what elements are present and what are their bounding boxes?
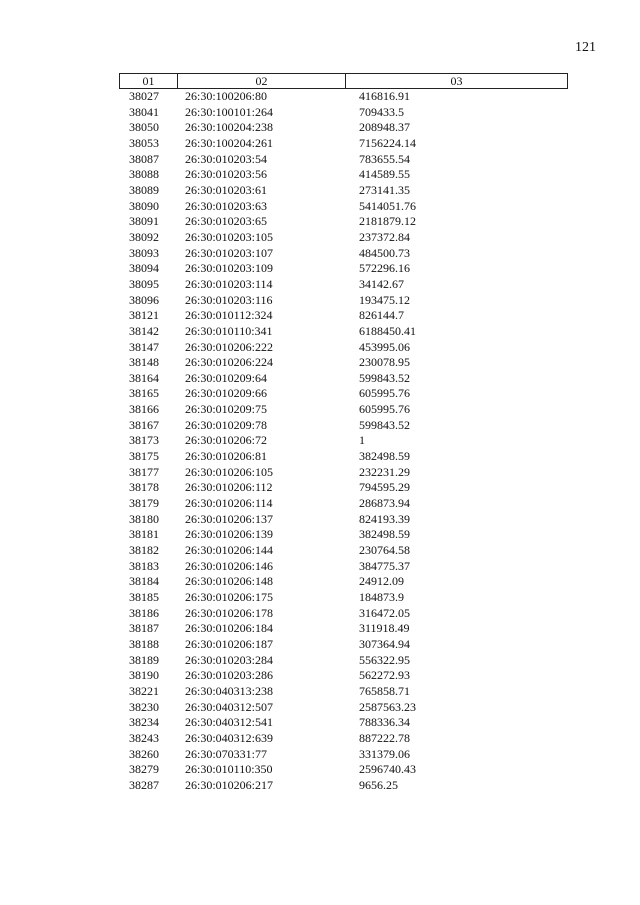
table-row bbox=[119, 496, 568, 512]
table-cell-3: 605995.76 bbox=[359, 402, 410, 417]
table-row bbox=[119, 199, 568, 215]
table-cell-1: 38188 bbox=[129, 636, 159, 651]
table-row bbox=[119, 261, 568, 277]
table-cell-1: 38173 bbox=[129, 433, 159, 448]
table-cell-3: 193475.12 bbox=[359, 292, 410, 307]
table-row bbox=[119, 512, 568, 528]
table-cell-1: 38095 bbox=[129, 276, 159, 291]
table-cell-1: 38165 bbox=[129, 386, 159, 401]
table-row bbox=[119, 402, 568, 418]
table-cell-3: 794595.29 bbox=[359, 480, 410, 495]
table-cell-1: 38186 bbox=[129, 605, 159, 620]
table-cell-1: 38175 bbox=[129, 449, 159, 464]
table-cell-2: 26:30:010206:178 bbox=[185, 605, 274, 620]
table-cell-2: 26:30:010206:217 bbox=[185, 777, 274, 792]
table-row bbox=[119, 715, 568, 731]
table-cell-2: 26:30:040312:541 bbox=[185, 715, 274, 730]
table-row bbox=[119, 355, 568, 371]
table-row bbox=[119, 152, 568, 168]
table-cell-3: 484500.73 bbox=[359, 245, 410, 260]
table-cell-3: 2587563.23 bbox=[359, 699, 416, 714]
table-row bbox=[119, 89, 568, 105]
table-cell-2: 26:30:010206:114 bbox=[185, 496, 273, 511]
table-cell-1: 38178 bbox=[129, 480, 159, 495]
page-number: 121 bbox=[575, 40, 596, 55]
table-cell-3: 184873.9 bbox=[359, 590, 404, 604]
table-row bbox=[119, 543, 568, 559]
table-cell-2: 26:30:010206:187 bbox=[185, 636, 274, 651]
table-row bbox=[119, 120, 568, 136]
table-cell-2: 26:30:010206:112 bbox=[185, 480, 273, 495]
table-cell-3: 34142.67 bbox=[359, 276, 404, 291]
table-cell-2: 26:30:010110:341 bbox=[185, 323, 273, 338]
table-cell-2: 26:30:010203:114 bbox=[185, 276, 273, 291]
table-cell-3: 7156224.14 bbox=[359, 135, 416, 150]
table-cell-2: 26:30:040312:639 bbox=[185, 730, 274, 745]
table-cell-3: 453995.06 bbox=[359, 339, 410, 354]
table-row bbox=[119, 574, 568, 590]
table-row bbox=[119, 214, 568, 230]
table-cell-1: 38189 bbox=[129, 652, 159, 667]
table-row bbox=[119, 308, 568, 324]
table-row bbox=[119, 637, 568, 653]
table-cell-2: 26:30:010209:78 bbox=[185, 417, 268, 432]
table-cell-1: 38087 bbox=[129, 151, 159, 166]
table-cell-2: 26:30:010206:137 bbox=[185, 511, 274, 526]
table-cell-2: 26:30:010112:324 bbox=[185, 308, 273, 323]
table-row bbox=[119, 653, 568, 669]
table-cell-2: 26:30:010203:56 bbox=[185, 167, 268, 182]
table-cell-2: 26:30:100204:238 bbox=[185, 120, 274, 135]
table-cell-1: 38166 bbox=[129, 402, 159, 417]
table-cell-1: 38121 bbox=[129, 308, 159, 323]
table-cell-1: 38053 bbox=[129, 135, 159, 150]
table-row bbox=[119, 700, 568, 716]
table-cell-1: 38287 bbox=[129, 777, 159, 792]
data-table bbox=[119, 73, 568, 794]
table-cell-2: 26:30:010206:139 bbox=[185, 527, 274, 542]
table-cell-2: 26:30:010203:286 bbox=[185, 668, 274, 683]
table-row bbox=[119, 606, 568, 622]
table-row bbox=[119, 340, 568, 356]
table-cell-3: 382498.59 bbox=[359, 449, 410, 464]
header-cell-01: 01 bbox=[120, 74, 178, 88]
header-cell-03: 03 bbox=[450, 74, 463, 88]
table-cell-2: 26:30:040313:238 bbox=[185, 683, 274, 698]
table-cell-3: 605995.76 bbox=[359, 386, 410, 401]
table-cell-2: 26:30:010209:64 bbox=[185, 370, 268, 385]
table-row bbox=[119, 433, 568, 449]
table-cell-3: 208948.37 bbox=[359, 120, 410, 135]
table-cell-3: 416816.91 bbox=[359, 89, 410, 103]
table-cell-3: 5414051.76 bbox=[359, 198, 416, 213]
table-row bbox=[119, 371, 568, 387]
table-row bbox=[119, 747, 568, 763]
table-cell-3: 286873.94 bbox=[359, 496, 410, 511]
table-row bbox=[119, 480, 568, 496]
table-cell-3: 9656.25 bbox=[359, 777, 398, 792]
table-cell-3: 824193.39 bbox=[359, 511, 410, 526]
table-cell-2: 26:30:010110:350 bbox=[185, 762, 273, 777]
table-cell-2: 26:30:040312:507 bbox=[185, 699, 274, 714]
table-cell-2: 26:30:100204:261 bbox=[185, 135, 274, 150]
table-row bbox=[119, 386, 568, 402]
table-cell-3: 599843.52 bbox=[359, 417, 410, 432]
table-cell-2: 26:30:010203:109 bbox=[185, 261, 274, 276]
table-row bbox=[119, 731, 568, 747]
table-cell-2: 26:30:010206:144 bbox=[185, 543, 274, 558]
table-cell-2: 26:30:070331:77 bbox=[185, 746, 268, 761]
table-cell-1: 38221 bbox=[129, 683, 159, 698]
table-cell-1: 38234 bbox=[129, 715, 159, 730]
table-cell-3: 232231.29 bbox=[359, 464, 410, 479]
table-cell-3: 572296.16 bbox=[359, 261, 410, 276]
table-cell-1: 38243 bbox=[129, 730, 159, 745]
table-cell-3: 765858.71 bbox=[359, 683, 410, 698]
table-cell-3: 788336.34 bbox=[359, 715, 410, 730]
table-row bbox=[119, 559, 568, 575]
table-cell-2: 26:30:010206:72 bbox=[185, 433, 268, 448]
table-row bbox=[119, 465, 568, 481]
table-cell-3: 237372.84 bbox=[359, 229, 410, 244]
table-cell-1: 38177 bbox=[129, 464, 159, 479]
table-cell-2: 26:30:010203:61 bbox=[185, 182, 268, 197]
table-row bbox=[119, 668, 568, 684]
table-cell-1: 38148 bbox=[129, 355, 159, 370]
table-cell-3: 887222.78 bbox=[359, 730, 410, 745]
table-cell-2: 26:30:010203:107 bbox=[185, 245, 274, 260]
table-row bbox=[119, 183, 568, 199]
table-cell-2: 26:30:010209:66 bbox=[185, 386, 268, 401]
table-row bbox=[119, 778, 568, 794]
table-cell-2: 26:30:010206:224 bbox=[185, 355, 274, 370]
table-row bbox=[119, 418, 568, 434]
table-cell-3: 307364.94 bbox=[359, 636, 410, 651]
table-cell-1: 38260 bbox=[129, 746, 159, 761]
table-cell-2: 26:30:010206:222 bbox=[185, 339, 274, 354]
table-row bbox=[119, 449, 568, 465]
table-cell-1: 38027 bbox=[129, 89, 159, 103]
table-cell-1: 38050 bbox=[129, 120, 159, 135]
table-row bbox=[119, 167, 568, 183]
table-row bbox=[119, 293, 568, 309]
table-cell-3: 230078.95 bbox=[359, 355, 410, 370]
header-cell-02: 02 bbox=[178, 74, 346, 88]
table-cell-1: 38089 bbox=[129, 182, 159, 197]
table-cell-1: 38182 bbox=[129, 543, 159, 558]
table-cell-3: 273141.35 bbox=[359, 182, 410, 197]
table-cell-1: 38180 bbox=[129, 511, 159, 526]
table-cell-1: 38279 bbox=[129, 762, 159, 777]
table-cell-3: 2181879.12 bbox=[359, 214, 416, 229]
table-cell-3: 709433.5 bbox=[359, 104, 404, 119]
table-cell-3: 382498.59 bbox=[359, 527, 410, 542]
table-cell-2: 26:30:010203:54 bbox=[185, 151, 268, 166]
table-row bbox=[119, 684, 568, 700]
table-cell-1: 38185 bbox=[129, 590, 159, 604]
table-row bbox=[119, 230, 568, 246]
table-cell-2: 26:30:010206:184 bbox=[185, 621, 274, 636]
table-cell-1: 38091 bbox=[129, 214, 159, 229]
table-cell-1: 38092 bbox=[129, 229, 159, 244]
table-cell-2: 26:30:010206:146 bbox=[185, 558, 274, 573]
table-cell-3: 230764.58 bbox=[359, 543, 410, 558]
table-cell-3: 556322.95 bbox=[359, 652, 410, 667]
table-cell-3: 414589.55 bbox=[359, 167, 410, 182]
table-row bbox=[119, 105, 568, 121]
table-cell-1: 38190 bbox=[129, 668, 159, 683]
table-cell-3: 1 bbox=[359, 433, 365, 448]
table-cell-3: 562272.93 bbox=[359, 668, 410, 683]
table-row bbox=[119, 621, 568, 637]
table-cell-1: 38090 bbox=[129, 198, 159, 213]
table-cell-2: 26:30:010203:116 bbox=[185, 292, 273, 307]
table-cell-3: 599843.52 bbox=[359, 370, 410, 385]
table-header bbox=[119, 73, 568, 89]
table-cell-1: 38088 bbox=[129, 167, 159, 182]
table-cell-1: 38179 bbox=[129, 496, 159, 511]
table-cell-1: 38187 bbox=[129, 621, 159, 636]
table-cell-2: 26:30:100206:80 bbox=[185, 89, 268, 103]
table-cell-2: 26:30:010206:148 bbox=[185, 574, 274, 589]
table-row bbox=[119, 762, 568, 778]
table-cell-2: 26:30:010206:81 bbox=[185, 449, 268, 464]
table-cell-2: 26:30:010203:284 bbox=[185, 652, 274, 667]
table-cell-2: 26:30:010206:175 bbox=[185, 590, 274, 604]
table-cell-1: 38093 bbox=[129, 245, 159, 260]
table-cell-1: 38147 bbox=[129, 339, 159, 354]
table-cell-1: 38184 bbox=[129, 574, 159, 589]
table-cell-1: 38183 bbox=[129, 558, 159, 573]
table-cell-3: 24912.09 bbox=[359, 574, 404, 589]
table-cell-2: 26:30:010203:63 bbox=[185, 198, 268, 213]
table-cell-1: 38142 bbox=[129, 323, 159, 338]
table-cell-1: 38164 bbox=[129, 370, 159, 385]
table-cell-2: 26:30:100101:264 bbox=[185, 104, 274, 119]
table-cell-3: 826144.7 bbox=[359, 308, 404, 323]
table-cell-2: 26:30:010206:105 bbox=[185, 464, 274, 479]
table-row bbox=[119, 324, 568, 340]
table-cell-3: 6188450.41 bbox=[359, 323, 416, 338]
table-body bbox=[119, 89, 568, 794]
table-cell-3: 783655.54 bbox=[359, 151, 410, 166]
table-row bbox=[119, 590, 568, 606]
table-cell-3: 316472.05 bbox=[359, 605, 410, 620]
table-cell-1: 38181 bbox=[129, 527, 159, 542]
table-row bbox=[119, 136, 568, 152]
table-cell-1: 38096 bbox=[129, 292, 159, 307]
table-cell-3: 331379.06 bbox=[359, 746, 410, 761]
table-cell-1: 38094 bbox=[129, 261, 159, 276]
table-cell-3: 311918.49 bbox=[359, 621, 410, 636]
table-cell-2: 26:30:010209:75 bbox=[185, 402, 268, 417]
table-cell-2: 26:30:010203:105 bbox=[185, 229, 274, 244]
table-cell-1: 38167 bbox=[129, 417, 159, 432]
table-cell-1: 38230 bbox=[129, 699, 159, 714]
table-cell-2: 26:30:010203:65 bbox=[185, 214, 268, 229]
table-row bbox=[119, 246, 568, 262]
table-row bbox=[119, 277, 568, 293]
table-cell-1: 38041 bbox=[129, 104, 159, 119]
table-row bbox=[119, 527, 568, 543]
table-cell-3: 384775.37 bbox=[359, 558, 410, 573]
table-cell-3: 2596740.43 bbox=[359, 762, 416, 777]
